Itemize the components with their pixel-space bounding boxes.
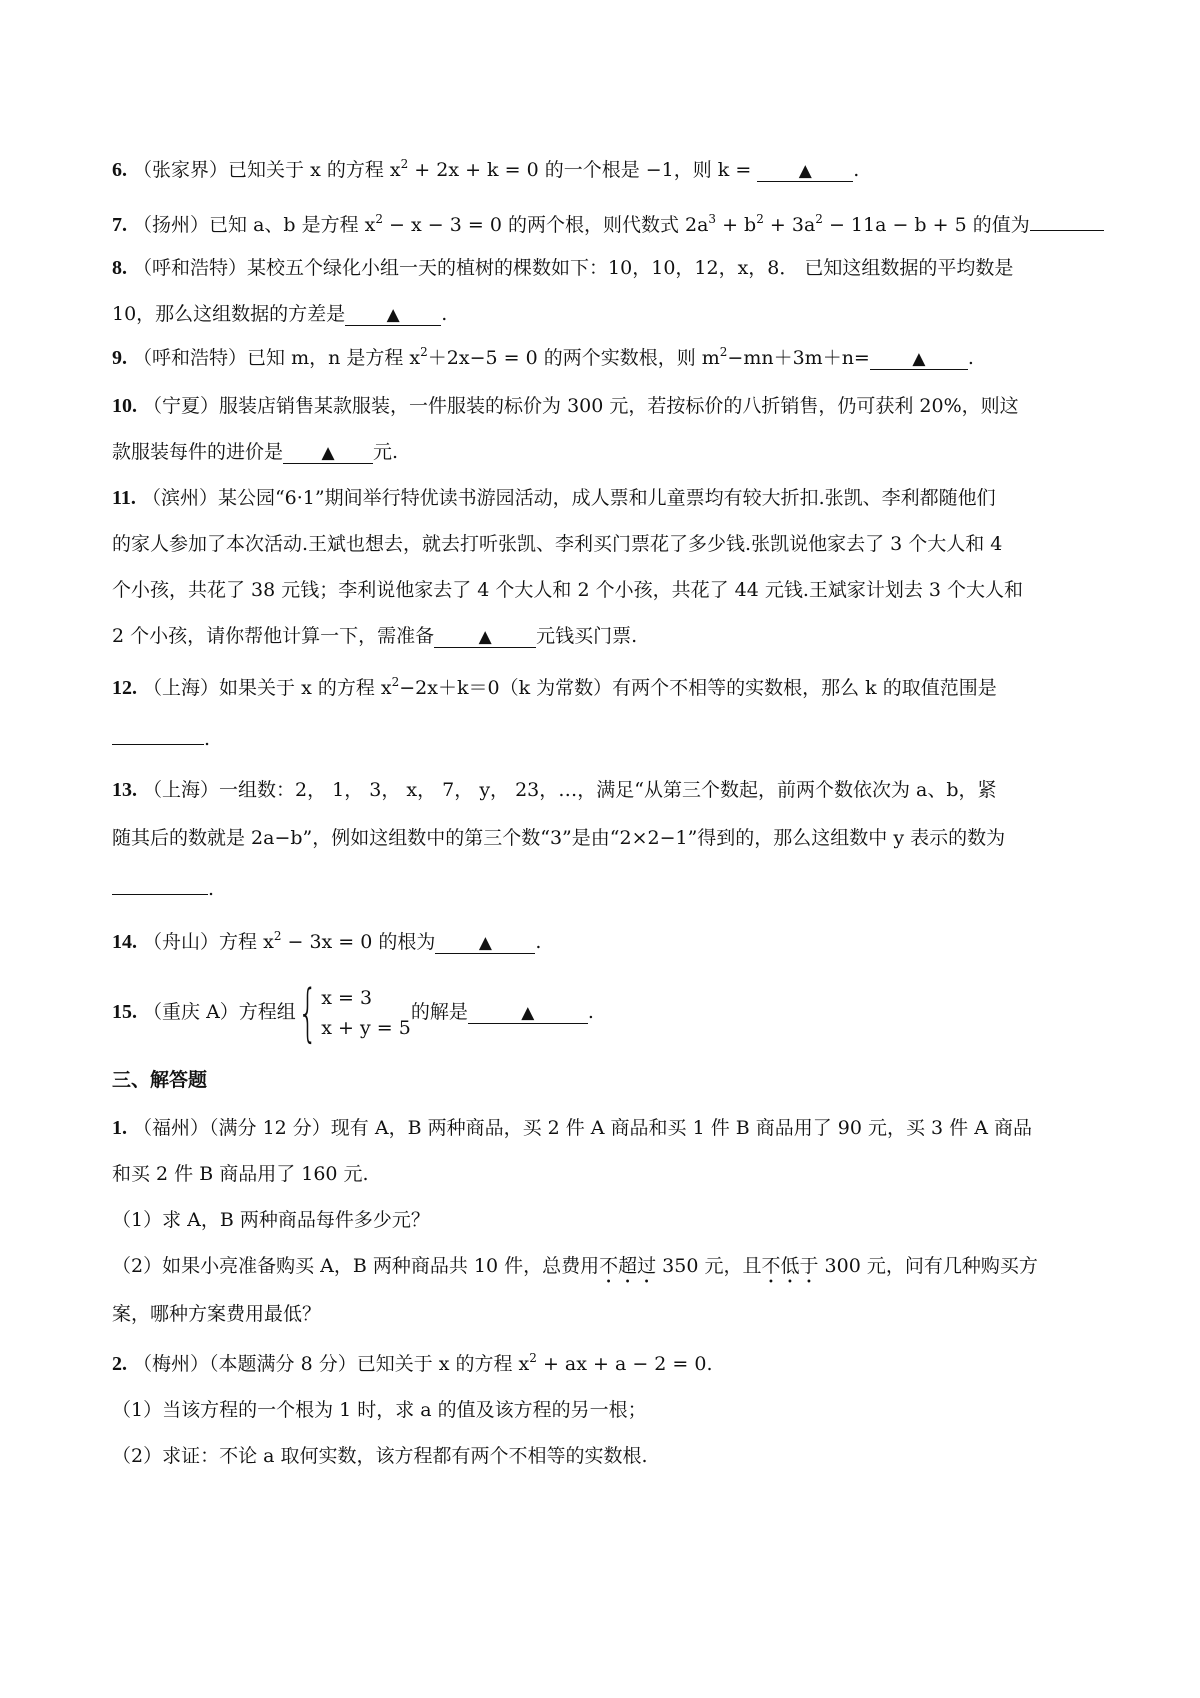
left-brace-icon: { [297,976,318,1049]
emphasis-text: 不低于 [761,1255,819,1277]
triangle-mark: ▲ [521,1003,535,1023]
question-12-line-2: . [112,722,1098,753]
answer-blank [434,625,536,648]
problem-1-part-2-line-2: 案，哪种方案费用最低？ [112,1303,322,1325]
question-15: 15. （重庆 A）方程组 { x = 3 x + y = 5 的解是 ▲ . [112,976,594,1049]
question-9: 9. （呼和浩特）已知 m，n 是方程 $x^2+2x-5 = 0$ 的两个实数根，则 $m^2-mn+3m+n=$ ▲ . [112,345,974,369]
question-12: 12. （上海）如果关于 x 的方程 $x^2-2x+k=0(k$ 为常数）有两个不相等的实数根，那么 k 的取值范围是 [112,675,997,699]
answer-blank [1030,208,1104,231]
question-number: 9. [112,347,127,369]
answer-blank [112,872,208,895]
question-13: 13. （上海）一组数：2， 1， 3， x， 7， y， 23，…，满足“从第三个数起，前两个数依次为 a、b，紧 [112,779,997,801]
answer-blank [283,441,373,464]
answer-blank [345,303,441,326]
answer-blank [468,1001,588,1024]
section-heading: 三、解答题 [112,1069,208,1091]
problem-1-part-1: （1）求 A，B 两种商品每件多少元？ [112,1209,430,1231]
question-13-line-2: 随其后的数就是 2a−b”，例如这组数中的第三个数“3”是由“2×2−1”得到的，那么这组数中 y 表示的数为 [112,827,1006,849]
question-6: 6. （张家界）已知关于 x 的方程 $x^2 + 2x + k = 0$ 的一个根是 −1，则 k = ▲ . [112,157,860,181]
question-number: 11. [112,487,136,509]
equation-1: x = 3 [321,987,373,1009]
problem-1-part-2: （2）如果小亮准备购买 A，B 两种商品共 10 件，总费用不超过 350 元，且不低于 300 元，问有几种购买方 [112,1255,1038,1277]
problem-1-line-2: 和买 2 件 B 商品用了 160 元. [112,1163,369,1185]
answer-blank [870,347,968,370]
question-7: 7. （扬州）已知 a、b 是方程 $x^2 - x - 3 = 0$ 的两个根，则代数式 $2a^3 + b^2 + 3a^2 - 11a - b + 5$ 的值为 [112,208,1098,239]
triangle-mark: ▲ [321,443,335,463]
emphasis-text: 不超过 [599,1255,657,1277]
triangle-mark: ▲ [478,627,492,647]
question-14: 14. （舟山）方程 $x^2 - 3x = 0$ 的根为 ▲ . [112,929,542,953]
answer-blank [435,931,535,954]
question-number: 10. [112,395,137,417]
question-11-line-3: 个小孩，共花了 38 元钱；李利说他家去了 4 个大人和 2 个小孩，共花了 44 元钱.王斌家计划去 3 个大人和 [112,579,1024,601]
problem-1: 1. （福州）（满分 12 分）现有 A，B 两种商品，买 2 件 A 商品和买 1 件 B 商品用了 90 元，买 3 件 A 商品 [112,1117,1032,1139]
problem-2-part-1: （1）当该方程的一个根为 1 时，求 a 的值及该方程的另一根； [112,1399,647,1421]
question-number: 12. [112,677,137,699]
question-number: 6. [112,159,127,181]
question-number: 15. [112,1001,137,1023]
question-8-line-2: 10，那么这组数据的方差是 ▲ . [112,303,448,325]
question-number: 8. [112,257,127,279]
triangle-mark: ▲ [798,161,812,181]
question-8: 8. （呼和浩特）某校五个绿化小组一天的植树的棵数如下：10，10，12，x，8． 已知这组数据的平均数是 [112,257,1014,279]
question-number: 14. [112,931,137,953]
equation-2: x + y = 5 [321,1017,411,1039]
answer-blank [112,722,204,745]
question-number: 13. [112,779,137,801]
question-number: 2. [112,1353,127,1375]
problem-2-part-2: （2）求证：不论 a 取何实数，该方程都有两个不相等的实数根. [112,1445,648,1467]
question-11-line-2: 的家人参加了本次活动.王斌也想去，就去打听张凯、李利买门票花了多少钱.张凯说他家去了 3 个大人和 4 [112,533,1003,555]
question-11: 11. （滨州）某公园“6·1”期间举行特优读书游园活动，成人票和儿童票均有较大折扣.张凯、李利都随他们 [112,487,996,509]
equation-system [296,976,411,1049]
answer-blank [757,159,853,182]
question-13-line-3: . [112,872,1098,903]
triangle-mark: ▲ [478,933,492,953]
problem-2: 2. （梅州）（本题满分 8 分）已知关于 x 的方程 $x^2$ + ax + a − 2 = 0. [112,1351,713,1375]
question-number: 7. [112,214,127,236]
question-10-line-2: 款服装每件的进价是 ▲ 元. [112,441,399,463]
question-10: 10. （宁夏）服装店销售某款服装，一件服装的标价为 300 元，若按标价的八折销售，仍可获利 20%，则这 [112,395,1019,417]
triangle-mark: ▲ [912,349,926,369]
question-number: 1. [112,1117,127,1139]
triangle-mark: ▲ [386,305,400,325]
question-11-line-4: 2 个小孩，请你帮他计算一下，需准备 ▲ 元钱买门票. [112,625,638,647]
